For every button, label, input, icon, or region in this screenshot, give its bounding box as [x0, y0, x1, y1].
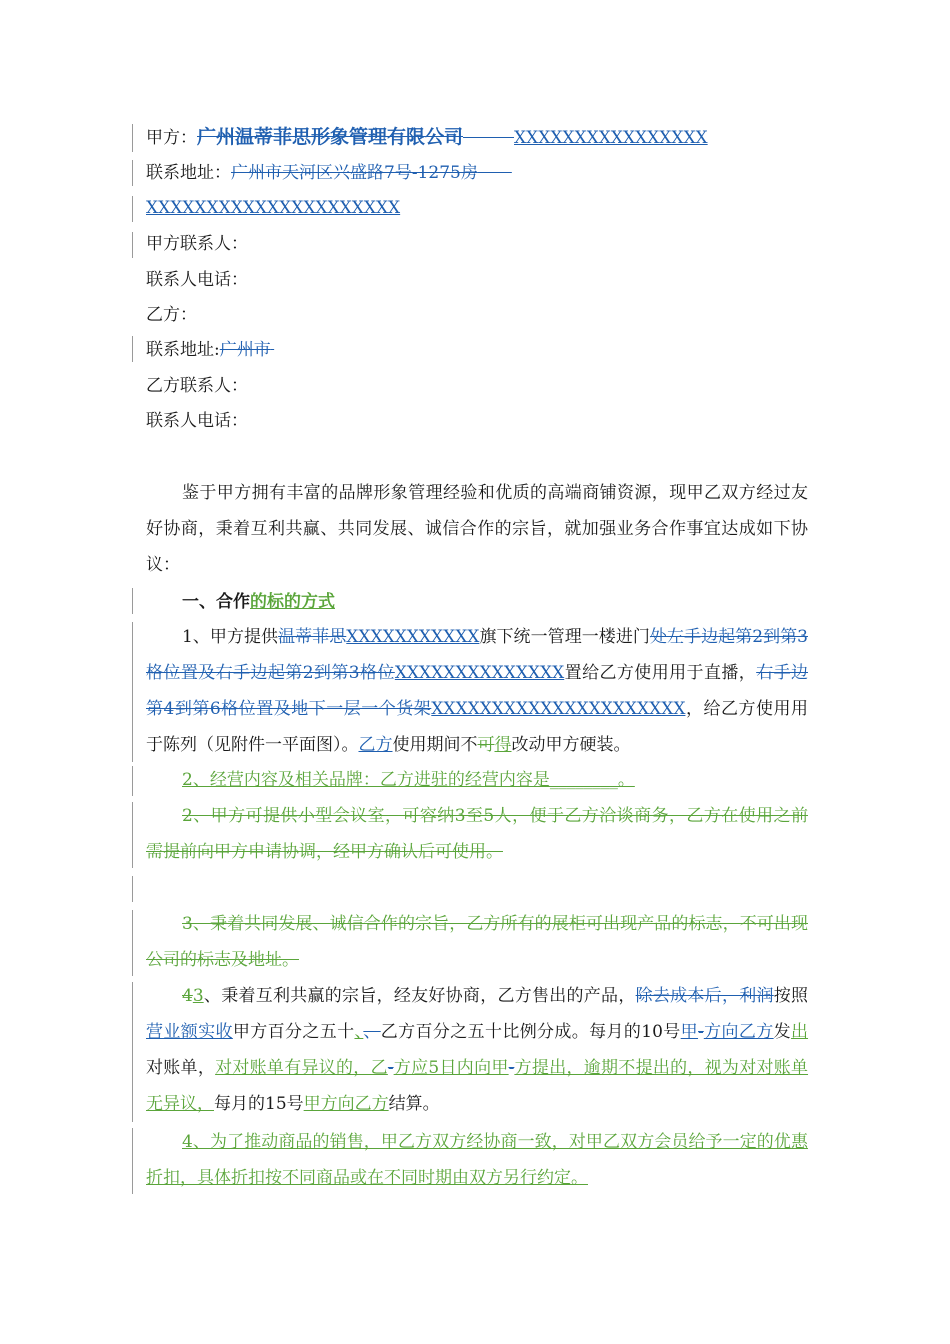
revision-bar: [132, 196, 133, 222]
clause-1-deleted: 温蒂菲思: [278, 627, 347, 647]
clause-4-inserted: 甲方向乙方: [303, 1094, 389, 1114]
clause-4-text: 乙方百分之五十比例分成。每月的10号: [380, 1022, 681, 1042]
clause-4-text: 结算。: [388, 1094, 440, 1114]
clause-4-deleted: 、: [363, 1022, 381, 1042]
clause-3-deleted: 3、秉着共同发展、诚信合作的宗旨，乙方所有的展柜可出现产品的标志，不可出现公司的标志及地址。: [146, 914, 808, 970]
clause-1-inserted: 得: [494, 735, 512, 755]
deleted-spacer: [271, 340, 274, 360]
clause-1-inserted: XXXXXXXXXXXXXX: [394, 663, 565, 683]
party-a-contact-label: 甲方联系人：: [146, 234, 248, 254]
clause-1-inserted: XXXXXXXXXXXXXXXXXXXXX: [431, 699, 686, 719]
revision-bar: [132, 1128, 133, 1194]
clause-4-deleted: -: [508, 1058, 515, 1078]
revision-bar: [132, 232, 133, 258]
revision-bar: [132, 588, 133, 614]
clause-4-text: 甲方百分之五十: [232, 1022, 355, 1042]
preamble: 鉴于甲方拥有丰富的品牌形象管理经验和优质的高端商铺资源，现甲乙双方经过友好协商，秉着互利共赢、共同发展、诚信合作的宗旨，就加强业务合作事宜达成如下协议：: [146, 483, 808, 575]
clause-1-inserted: XXXXXXXXXXX: [346, 627, 480, 647]
deleted-spacer: [478, 163, 512, 183]
party-b-address-line: [146, 332, 274, 368]
party-a-label: 甲方：: [146, 128, 197, 148]
clause-4: [146, 978, 808, 1122]
section-1-title-b: 的标的方式: [250, 592, 335, 612]
address-label: 联系地址：: [146, 163, 231, 183]
clause-1-text: ，给乙方使用用于陈列（见附件一平面图）。: [146, 699, 808, 755]
revision-bar: [132, 622, 133, 762]
revision-bar: [132, 336, 133, 362]
clause-4-text: 对账单，: [146, 1058, 216, 1078]
clause-4-number-deleted: 4: [182, 986, 193, 1006]
party-b-address-deleted: 广州市: [219, 340, 271, 360]
revision-bar: [132, 124, 133, 152]
revision-bar: [132, 802, 133, 868]
clause-1-deleted: 处左手边起第2到第3格位置及右手边起第2到第3格位: [146, 627, 808, 683]
clause-4-inserted: 对对账单有异议的，乙: [215, 1058, 388, 1078]
section-1-title-a: 一、合作: [182, 592, 250, 612]
clause-1-inserted: 乙方: [358, 735, 393, 755]
party-b-phone-label: 联系人电话：: [146, 411, 248, 431]
party-b-contact-label: 乙方联系人：: [146, 376, 248, 396]
clause-4-text: 按照: [773, 986, 809, 1006]
clause-4-inserted: 方应5日内向甲: [393, 1058, 509, 1078]
section-1-title: [182, 584, 335, 620]
clause-1-text: 改动甲方硬装。: [511, 735, 631, 755]
clause-1-text: 旗下统一管理一楼进门: [479, 627, 650, 647]
clause-4-inserted: 营业额实收: [146, 1022, 233, 1042]
revision-bar: [132, 876, 133, 902]
clause-5-inserted: 4、为了推动商品的销售，甲乙方双方经协商一致，对甲乙双方会员给予一定的优惠折扣，具体折扣按不同商品或在不同时期由双方另行约定。: [146, 1132, 808, 1188]
address-deleted: 广州市天河区兴盛路7号-1275房: [231, 163, 478, 183]
clause-4-number-inserted: 3: [192, 986, 204, 1006]
party-a-name-deleted: 广州温蒂菲思形象管理有限公司: [197, 126, 464, 148]
revision-bar: [132, 910, 133, 976]
clause-1-deleted: 右手边第4到第6格位置及地下一层一个货架: [146, 663, 809, 719]
clause-1-deleted: 可: [477, 735, 495, 755]
clause-1-text: 使用期间不: [392, 735, 478, 755]
clause-4-inserted: 、: [354, 1022, 364, 1042]
revision-bar: [132, 160, 133, 186]
clause-4-inserted: 出: [791, 1022, 809, 1042]
clause-2-deleted: 2、甲方可提供小型会议室，可容纳3至5人，便于乙方洽谈商务，乙方在使用之前需提前向甲方申请协调，经甲方确认后可使用。: [146, 806, 808, 862]
clause-4-inserted: 甲: [680, 1022, 699, 1042]
party-a-name-inserted: XXXXXXXXXXXXXXXX: [514, 128, 708, 148]
clause-4-inserted: 方提出，逾期不提出的，视为对对账单无异议，: [146, 1058, 809, 1114]
party-a-line: [146, 119, 708, 155]
clause-4-text: 每月的15号: [214, 1094, 304, 1114]
clause-1: [146, 619, 808, 763]
revision-bar: [132, 766, 133, 796]
party-a-phone-label: 联系人电话：: [146, 270, 248, 290]
clause-4-deleted: -: [698, 1022, 704, 1042]
clause-4-deleted: -: [387, 1058, 394, 1078]
clause-4-text: 、秉着互利共赢的宗旨，经友好协商，乙方售出的产品，: [203, 986, 636, 1006]
party-b-label: 乙方：: [146, 305, 197, 325]
clause-4-text: 发: [773, 1022, 792, 1042]
address-inserted-line: [146, 190, 400, 226]
clause-1-text: 1、甲方提供: [182, 627, 279, 647]
clause-4-deleted: 除去成本后，利润: [635, 986, 774, 1006]
clause-2-inserted: 2、经营内容及相关品牌：乙方进驻的经营内容是________。: [182, 770, 635, 790]
clause-4-inserted: 方向乙方: [703, 1022, 774, 1042]
address-inserted: XXXXXXXXXXXXXXXXXXXXX: [146, 198, 401, 218]
address-line: [146, 155, 512, 191]
party-b-address-label: 联系地址:: [146, 340, 220, 360]
clause-1-text: 置给乙方使用用于直播，: [564, 663, 757, 683]
revision-bar: [132, 982, 133, 1122]
deleted-spacer: [463, 128, 514, 148]
